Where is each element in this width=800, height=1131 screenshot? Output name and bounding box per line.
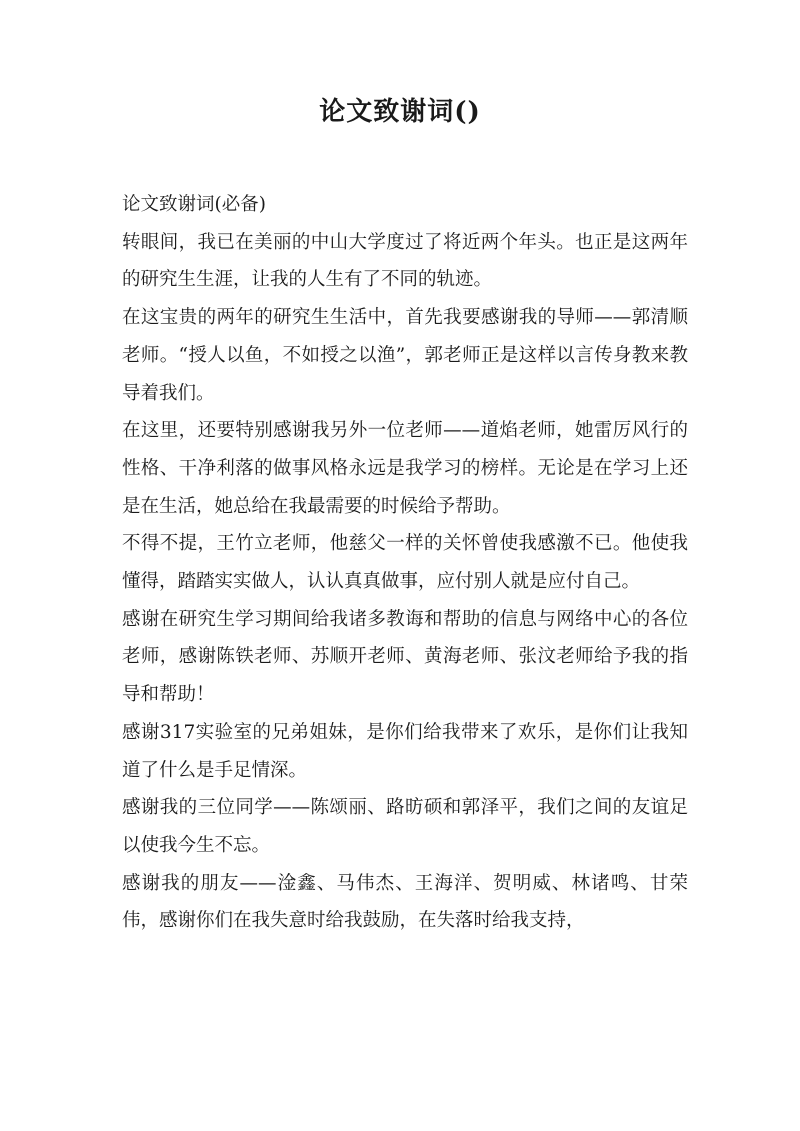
paragraph: 感谢我的三位同学——陈颂丽、路昉硕和郭泽平，我们之间的友谊足以使我今生不忘。	[122, 797, 688, 856]
document-title: 论文致谢词()	[319, 97, 481, 127]
paragraph: 在这宝贵的两年的研究生生活中，首先我要感谢我的导师——郭清顺老师。“授人以鱼，不如授之以渔”，郭老师正是这样以言传身教来教导着我们。	[122, 307, 688, 404]
paragraph: 不得不提，王竹立老师，他慈父一样的关怀曾使我感激不已。他使我懂得，踏踏实实做人，认认真真做事，应付别人就是应付自己。	[122, 533, 688, 593]
paragraph-heading: 论文致谢词(必备)	[122, 194, 266, 215]
paragraph: 转眼间，我已在美丽的中山大学度过了将近两个年头。也正是这两年的研究生生涯，让我的人生有了不同的轨迹。	[122, 231, 688, 291]
paragraph: 感谢我的朋友——淦鑫、马伟杰、王海洋、贺明威、林诸鸣、甘荣伟，感谢你们在我失意时给我鼓励，在失落时给我支持，	[122, 872, 688, 932]
paragraph: 感谢317实验室的兄弟姐妹，是你们给我带来了欢乐，是你们让我知道了什么是手足情深。	[122, 721, 688, 781]
paragraph: 感谢在研究生学习期间给我诸多教诲和帮助的信息与网络中心的各位老师，感谢陈铁老师、苏顺开老师、黄海老师、张汶老师给予我的指导和帮助！	[122, 608, 688, 706]
paragraph: 在这里，还要特别感谢我另外一位老师——道焰老师，她雷厉风行的性格、干净利落的做事风格永远是我学习的榜样。无论是在学习上还是在生活，她总给在我最需要的时候给予帮助。	[122, 420, 688, 517]
document-body	[122, 186, 688, 940]
